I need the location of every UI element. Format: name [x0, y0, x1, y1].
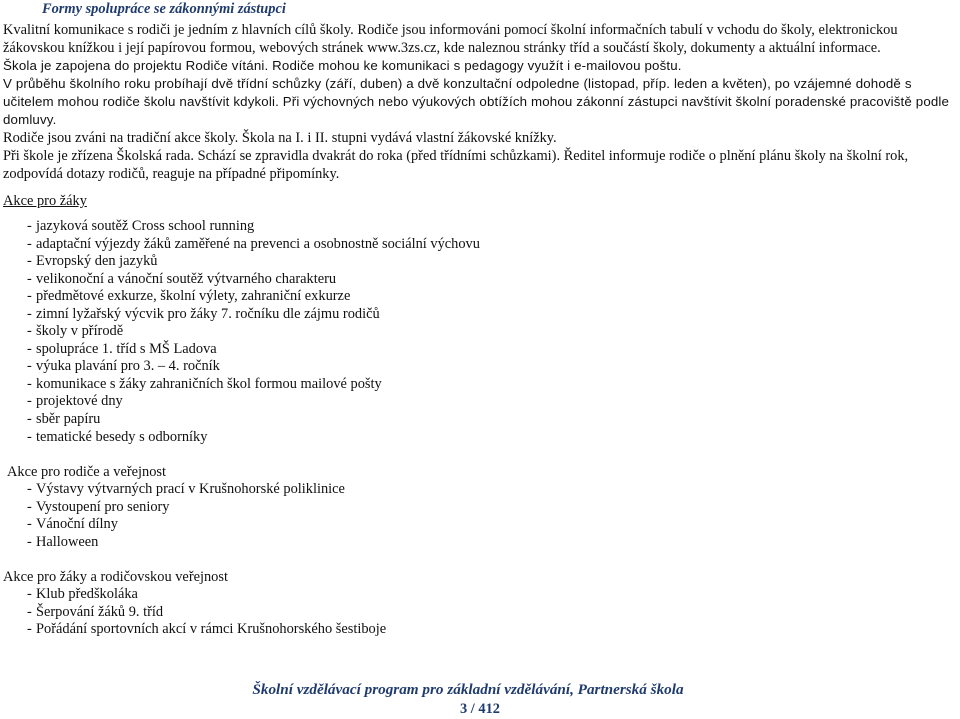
- parents-section: [7, 463, 957, 551]
- list-item: - Vánoční dílny: [3, 516, 957, 534]
- intro-paragraph: Rodiče jsou zváni na tradiční akce školy. Škola na I. i II. stupni vydává vlastní žákovské knížky.: [3, 130, 557, 146]
- intro-text: [3, 21, 959, 183]
- students-section-title: Akce pro žáky: [3, 193, 87, 209]
- students-section: [3, 192, 953, 446]
- section-heading: Formy spolupráce se zákonnými zástupci: [42, 1, 286, 17]
- list-item: - Výstavy výtvarných prací v Krušnohorské poliklinice: [3, 481, 957, 499]
- intro-paragraph: Při škole je zřízena Školská rada. Schází se zpravidla dvakrát do roka (před třídními schůzkami). Ředitel informuje rodiče o plnění plánu školy na školní rok, zodpovídá dotazy rodičů, reaguje na případné připomínky.: [3, 148, 909, 182]
- list-item: - Vystoupení pro seniory: [3, 499, 957, 517]
- list-item: - Evropský den jazyků: [3, 253, 953, 271]
- list-item: - předmětové exkurze, školní výlety, zahraniční exkurze: [3, 288, 953, 306]
- footer-title: Školní vzdělávací program pro základní vzdělávání, Partnerská škola: [252, 681, 684, 698]
- students-parents-section-title: Akce pro žáky a rodičovskou veřejnost: [3, 569, 228, 585]
- list-item: - spolupráce 1. tříd s MŠ Ladova: [3, 341, 953, 359]
- list-item: - výuka plavání pro 3. – 4. ročník: [3, 358, 953, 376]
- students-parents-section: [3, 568, 953, 639]
- intro-paragraph: V průběhu školního roku probíhají dvě třídní schůzky (září, duben) a dvě konzultační odpoledne (listopad, příp. leden a květen), po vzájemné dohodě s učitelem mohou rodiče školu navštívit kdykoli. Při výchovných nebo výukových obtížích mohou zákonní zástupci navštívit školní poradenské pracoviště podle domluvy.: [3, 76, 950, 127]
- students-parents-list: [3, 586, 953, 639]
- list-item: - tematické besedy s odborníky: [3, 429, 953, 447]
- list-item: - adaptační výjezdy žáků zaměřené na prevenci a osobnostně sociální výchovu: [3, 236, 953, 254]
- list-item: - Klub předškoláka: [3, 586, 953, 604]
- list-item: - Halloween: [3, 534, 957, 552]
- list-item: - školy v přírodě: [3, 323, 953, 341]
- intro-paragraph: Škola je zapojena do projektu Rodiče vítáni. Rodiče mohou ke komunikaci s pedagogy využít i e-mailovou poštu.: [3, 58, 682, 73]
- list-item: - jazyková soutěž Cross school running: [3, 218, 953, 236]
- parents-list: [3, 481, 957, 551]
- list-item: - Šerpování žáků 9. tříd: [3, 604, 953, 622]
- list-item: - projektové dny: [3, 393, 953, 411]
- list-item: - Pořádání sportovních akcí v rámci Krušnohorského šestiboje: [3, 621, 953, 639]
- parents-section-title: Akce pro rodiče a veřejnost: [7, 464, 167, 480]
- list-item: - velikonoční a vánoční soutěž výtvarného charakteru: [3, 271, 953, 289]
- list-item: - zimní lyžařský výcvik pro žáky 7. ročníku dle zájmu rodičů: [3, 306, 953, 324]
- students-list: [3, 218, 953, 446]
- list-item: - sběr papíru: [3, 411, 953, 429]
- list-item: - komunikace s žáky zahraničních škol formou mailové pošty: [3, 376, 953, 394]
- intro-paragraph: Kvalitní komunikace s rodiči je jedním z hlavních cílů školy. Rodiče jsou informováni pomocí školní informačních tabulí v vchodu do školy, elektronickou žákovskou knížkou i její papírovou formou, webových stránek www.3zs.cz, kde naleznou stránky tříd a součástí školy, dokumenty a aktuální informace.: [3, 22, 898, 56]
- page-number: 3 / 412: [460, 701, 500, 717]
